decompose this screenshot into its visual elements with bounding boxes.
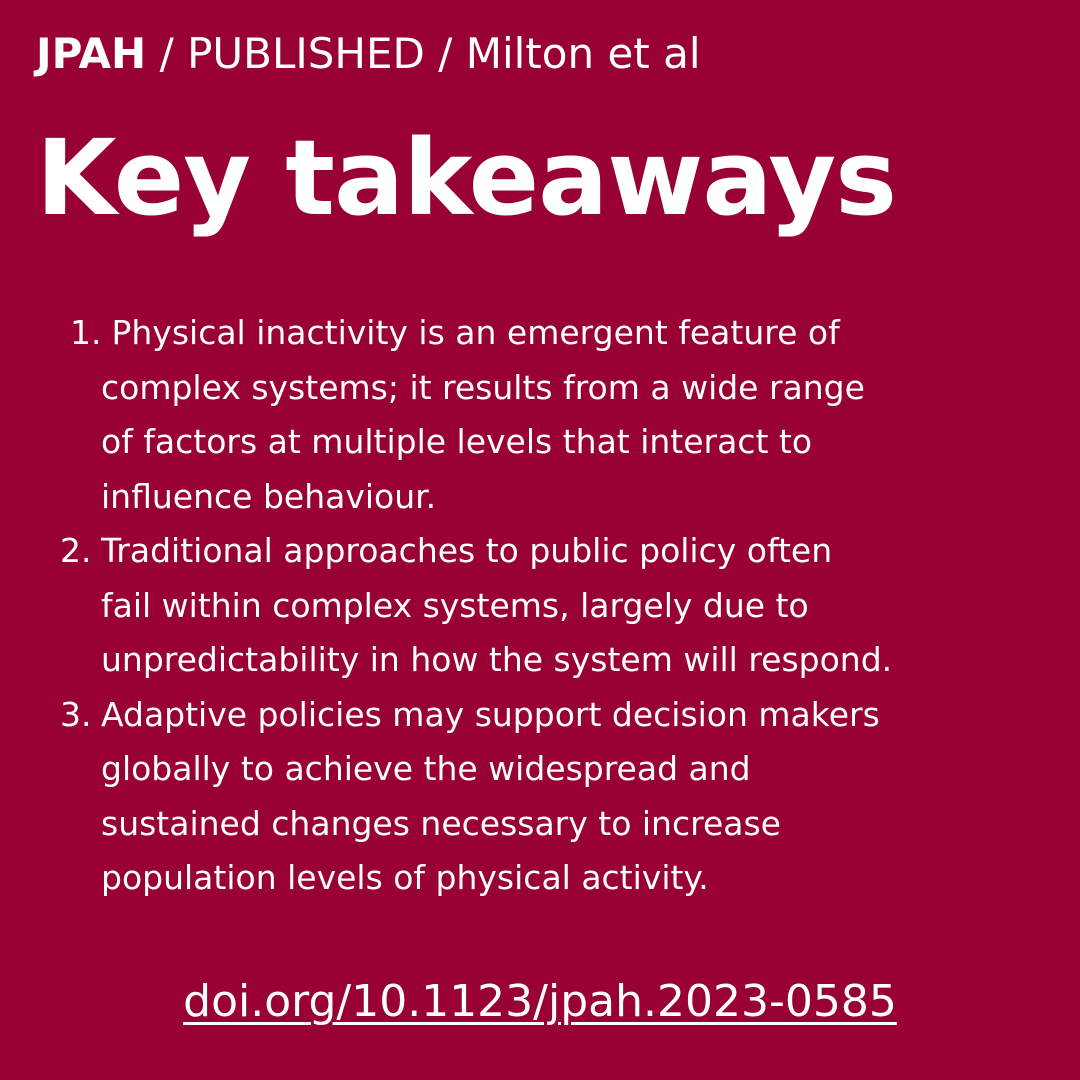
takeaway-number: 3. [60,694,92,734]
takeaway-item [60,306,1050,524]
header-separator: / [146,29,188,78]
takeaway-line: Traditional approaches to public policy often [101,531,833,570]
publication-status: PUBLISHED [187,29,425,78]
header-line [36,28,701,80]
takeaway-line: Physical inactivity is an emergent feature of [101,313,840,352]
takeaway-item [60,688,1050,906]
header-separator: / [424,29,466,78]
takeaway-line: of factors at multiple levels that interact to [101,422,813,461]
takeaway-line: influence behaviour. [101,476,437,516]
doi-link[interactable]: doi.org/10.1123/jpah.2023-0585 [183,976,897,1027]
takeaway-line: globally to achieve the widespread and [101,749,751,788]
takeaway-number: 1. [70,313,102,352]
takeaway-line: fail within complex systems, largely due to [101,585,809,625]
page-title: Key takeaways [36,117,897,239]
takeaway-line: complex systems; it results from a wide range [101,367,865,407]
authors: Milton et al [465,29,701,78]
takeaway-item [60,524,1050,688]
takeaway-line: unpredictability in how the system will respond. [101,640,893,679]
takeaways-list [60,306,1050,906]
journal-name: JPAH [36,29,147,78]
takeaway-number: 2. [60,531,92,570]
takeaway-line: sustained changes necessary to increase [101,803,781,843]
takeaway-line: population levels of physical activity. [101,858,709,897]
takeaway-line: Adaptive policies may support decision makers [101,694,880,734]
